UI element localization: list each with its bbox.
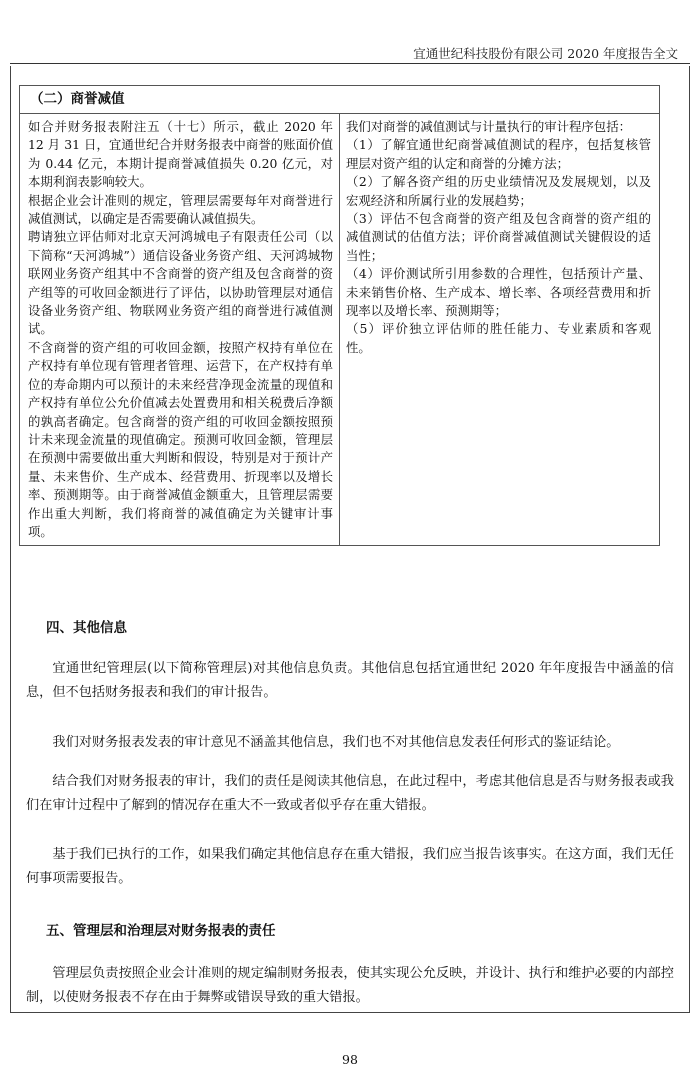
matter-paragraph: 聘请独立评估师对北京天河鸿城电子有限责任公司（以下简称“天河鸿城”）通信设备业务资产组、天河鸿城物联网业务资产组其中不含商誉的资产组及包含商誉的资产组等的可收回金额进行了评估，以协助管理层对通信设备业务资产组、物联网业务资产组的商誉进行减值测试。 (28, 229, 333, 337)
matter-description-cell (20, 114, 340, 546)
body-paragraph: 管理层负责按照企业会计准则的规定编制财务报表，使其实现公允反映，并设计、执行和维护必要的内部控制，以使财务报表不存在由于舞弊或错误导致的重大错报。 (26, 966, 674, 1005)
matter-paragraph: 不含商誉的资产组的可收回金额，按照产权持有单位在产权持有单位现有管理者管理、运营下，在产权持有单位的寿命期内可以预计的未来经营净现金流量的现值和产权持有单位公允价值减去处置费用和相关税费后净额的孰高者确定。包含商誉的资产组的可收回金额按照预计未来现金流量的现值确定。预测可收回金额，管理层在预测中需要做出重大判断和假设，特别是对于预计产量、未来售价、生产成本、经营费用、折现率以及增长率、预测期等。由于商誉减值金额重大，且管理层需要作出重大判断，我们将商誉的减值确定为关键审计事项。 (28, 339, 333, 539)
matter-paragraph: 根据企业会计准则的规定，管理层需要每年对商誉进行减值测试，以确定是否需要确认减值损失。 (28, 192, 333, 227)
procedure-paragraph: （5）评价独立评估师的胜任能力、专业素质和客观性。 (346, 321, 651, 355)
procedure-paragraph: 我们对商誉的减值测试与计量执行的审计程序包括： (346, 119, 631, 134)
body-paragraph: 宜通世纪管理层(以下简称管理层)对其他信息负责。其他信息包括宜通世纪 2020 年年度报告中涵盖的信息，但不包括财务报表和我们的审计报告。 (26, 661, 674, 700)
key-audit-matter-table (19, 85, 660, 546)
header-divider (10, 63, 690, 64)
body-paragraph: 基于我们已执行的工作，如果我们确定其他信息存在重大错报，我们应当报告该事实。在这方面，我们无任何事项需要报告。 (26, 847, 674, 886)
matter-paragraph: 如合并财务报表附注五（十七）所示，截止 2020 年 12 月 31 日，宜通世纪合并财务报表中商誉的账面价值为 0.44 亿元，本期计提商誉减值损失 0.20 亿元，对本期利润表影响较大。 (28, 119, 333, 190)
page-number: 98 (342, 1052, 358, 1067)
section-heading-other-information: 四、其他信息 (46, 620, 127, 636)
audit-procedure-cell (340, 114, 660, 546)
body-paragraph: 我们对财务报表发表的审计意见不涵盖其他信息，我们也不对其他信息发表任何形式的鉴证结论。 (52, 735, 620, 750)
table-title: （二）商誉减值 (20, 86, 660, 114)
procedure-paragraph: （1）了解宜通世纪商誉减值测试的程序，包括复核管理层对资产组的认定和商誉的分摊方法； (346, 137, 651, 171)
table-title-row (20, 86, 660, 114)
section-heading-management-responsibility: 五、管理层和治理层对财务报表的责任 (46, 923, 276, 939)
body-paragraph: 结合我们对财务报表的审计，我们的责任是阅读其他信息，在此过程中，考虑其他信息是否与财务报表或我们在审计过程中了解到的情况存在重大不一致或者似乎存在重大错报。 (26, 774, 674, 813)
procedure-paragraph: （4）评价测试所引用参数的合理性，包括预计产量、未来销售价格、生产成本、增长率、各项经营费用和折现率以及增长率、预测期等； (346, 266, 651, 319)
table-content-row (20, 114, 660, 546)
procedure-paragraph: （3）评估不包含商誉的资产组及包含商誉的资产组的减值测试的估值方法；评价商誉减值测试关键假设的适当性； (346, 211, 651, 263)
report-header-title: 宜通世纪科技股份有限公司 2020 年度报告全文 (413, 46, 678, 61)
procedure-paragraph: （2）了解各资产组的历史业绩情况及发展规划，以及宏观经济和所属行业的发展趋势； (346, 174, 651, 208)
